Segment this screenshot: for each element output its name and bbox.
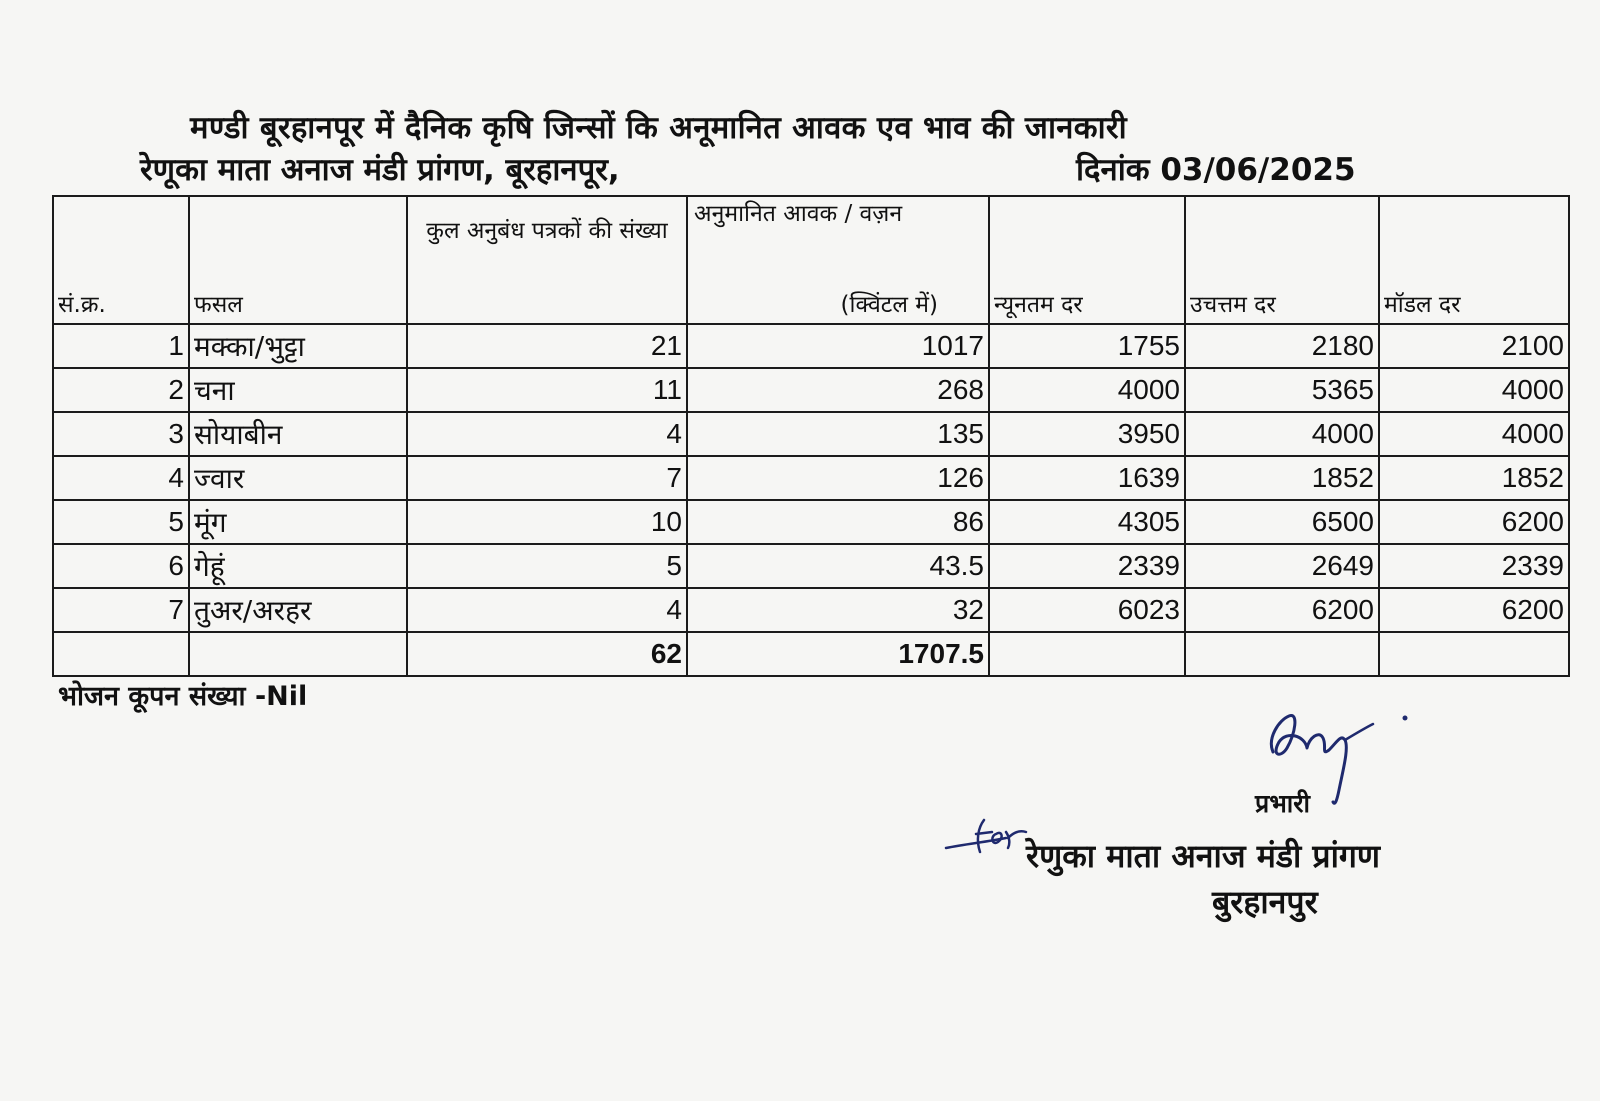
cell-crop: सोयाबीन xyxy=(189,412,407,456)
header-serial: सं.क्र. xyxy=(53,196,189,324)
cell-contracts: 21 xyxy=(407,324,687,368)
meal-coupon-count: भोजन कूपन संख्या -Nil xyxy=(58,681,308,712)
cell-modal-rate: 4000 xyxy=(1379,412,1569,456)
table-row xyxy=(53,544,1569,588)
cell-empty xyxy=(1185,632,1379,676)
cell-contracts: 7 xyxy=(407,456,687,500)
cell-modal-rate: 1852 xyxy=(1379,456,1569,500)
cell-empty xyxy=(53,632,189,676)
cell-serial: 3 xyxy=(53,412,189,456)
cell-max-rate: 5365 xyxy=(1185,368,1379,412)
cell-serial: 4 xyxy=(53,456,189,500)
cell-serial: 2 xyxy=(53,368,189,412)
cell-min-rate: 4000 xyxy=(989,368,1185,412)
table-row xyxy=(53,588,1569,632)
location-line xyxy=(140,148,1380,190)
header-arrival-label: अनुमानित आवक / वज़न xyxy=(694,201,903,227)
cell-modal-rate: 6200 xyxy=(1379,588,1569,632)
cell-arrival: 43.5 xyxy=(687,544,989,588)
header-arrival xyxy=(687,196,989,324)
report-date: दिनांक 03/06/2025 xyxy=(1076,152,1356,188)
cell-max-rate: 2180 xyxy=(1185,324,1379,368)
rates-table xyxy=(52,195,1570,677)
cell-arrival: 268 xyxy=(687,368,989,412)
cell-arrival: 86 xyxy=(687,500,989,544)
cell-modal-rate: 4000 xyxy=(1379,368,1569,412)
cell-empty xyxy=(189,632,407,676)
total-arrival: 1707.5 xyxy=(687,632,989,676)
cell-min-rate: 6023 xyxy=(989,588,1185,632)
cell-crop: चना xyxy=(189,368,407,412)
total-row xyxy=(53,632,1569,676)
total-contracts: 62 xyxy=(407,632,687,676)
cell-min-rate: 3950 xyxy=(989,412,1185,456)
cell-contracts: 11 xyxy=(407,368,687,412)
cell-min-rate: 2339 xyxy=(989,544,1185,588)
cell-arrival: 1017 xyxy=(687,324,989,368)
cell-modal-rate: 2339 xyxy=(1379,544,1569,588)
cell-contracts: 5 xyxy=(407,544,687,588)
table-row xyxy=(53,500,1569,544)
cell-serial: 1 xyxy=(53,324,189,368)
cell-max-rate: 6500 xyxy=(1185,500,1379,544)
cell-crop: मूंग xyxy=(189,500,407,544)
header-modal-rate: मॉडल दर xyxy=(1379,196,1569,324)
handwritten-for-mark xyxy=(940,808,1035,868)
table-row xyxy=(53,324,1569,368)
office-city: बुरहानपुर xyxy=(1212,883,1318,921)
cell-serial: 5 xyxy=(53,500,189,544)
market-location: रेणूका माता अनाज मंडी प्रांगण, बूरहानपूर, xyxy=(140,152,620,188)
header-contracts: कुल अनुबंध पत्रकों की संख्या xyxy=(407,196,687,324)
cell-contracts: 4 xyxy=(407,588,687,632)
officer-title: प्रभारी xyxy=(1255,789,1310,818)
cell-arrival: 135 xyxy=(687,412,989,456)
cell-crop: तुअर/अरहर xyxy=(189,588,407,632)
header-crop: फसल xyxy=(189,196,407,324)
cell-max-rate: 4000 xyxy=(1185,412,1379,456)
cell-min-rate: 1639 xyxy=(989,456,1185,500)
table-row xyxy=(53,456,1569,500)
cell-contracts: 10 xyxy=(407,500,687,544)
cell-min-rate: 4305 xyxy=(989,500,1185,544)
cell-modal-rate: 2100 xyxy=(1379,324,1569,368)
cell-max-rate: 1852 xyxy=(1185,456,1379,500)
cell-crop: मक्का/भुट्टा xyxy=(189,324,407,368)
table-header-row xyxy=(53,196,1569,324)
cell-contracts: 4 xyxy=(407,412,687,456)
header-max-rate: उचत्तम दर xyxy=(1185,196,1379,324)
cell-max-rate: 2649 xyxy=(1185,544,1379,588)
cell-crop: गेहूं xyxy=(189,544,407,588)
page-title: मण्डी बूरहानपूर में दैनिक कृषि जिन्सों कि अनूमानित आवक एव भाव की जानकारी xyxy=(190,110,1127,146)
cell-crop: ज्वार xyxy=(189,456,407,500)
cell-max-rate: 6200 xyxy=(1185,588,1379,632)
office-name: रेणुका माता अनाज मंडी प्रांगण xyxy=(1026,837,1381,875)
table-row xyxy=(53,368,1569,412)
header-min-rate: न्यूनतम दर xyxy=(989,196,1185,324)
cell-empty xyxy=(1379,632,1569,676)
cell-min-rate: 1755 xyxy=(989,324,1185,368)
cell-empty xyxy=(989,632,1185,676)
cell-serial: 7 xyxy=(53,588,189,632)
cell-modal-rate: 6200 xyxy=(1379,500,1569,544)
cell-arrival: 126 xyxy=(687,456,989,500)
table-row xyxy=(53,412,1569,456)
cell-arrival: 32 xyxy=(687,588,989,632)
header-arrival-unit: (क्विंटल में) xyxy=(840,292,938,318)
cell-serial: 6 xyxy=(53,544,189,588)
